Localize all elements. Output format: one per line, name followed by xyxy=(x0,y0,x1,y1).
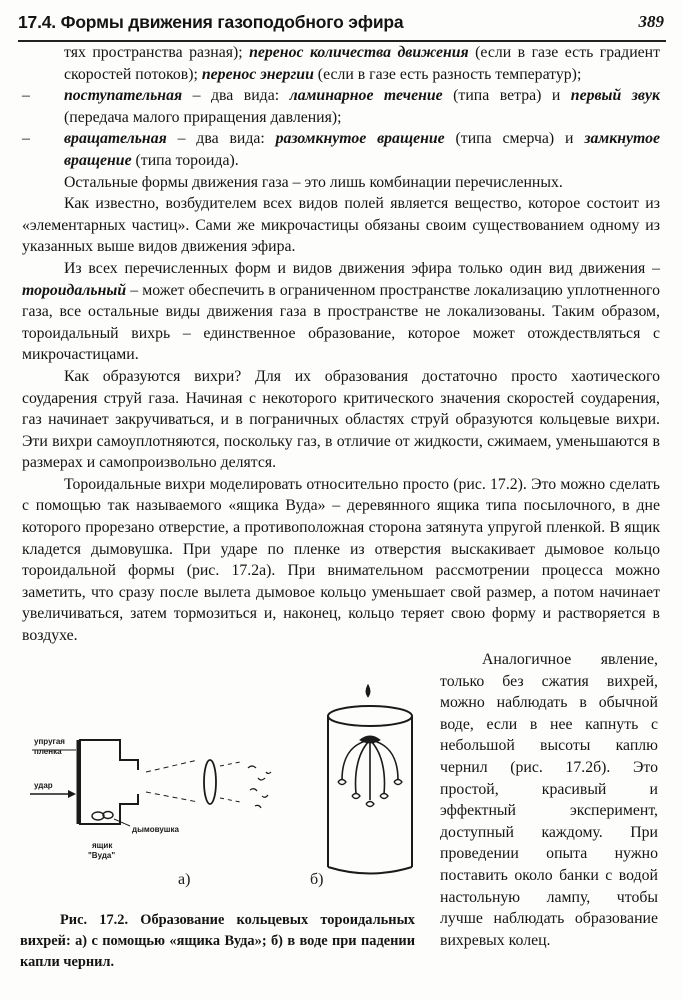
text-run: – может обеспечить в ограниченном пространстве локализацию уплотненного газа, все остальные виды движения газа в пространстве не локализованы. Таким образом, тороидальный вихрь – единственное образование, которое может отождествляться с микрочастицами. xyxy=(22,281,660,364)
paragraph-1: Остальные формы движения газа – это лишь комбинации перечисленных. xyxy=(64,173,563,191)
list-dash: – xyxy=(22,130,30,148)
ink-tendrils xyxy=(342,740,398,800)
smoke-ray xyxy=(146,760,198,772)
caption-text: Рис. 17.2. Образование кольцевых тороидальных вихрей: а) с помощью «ящика Вуда»; б) в воде при падении капли чернил. xyxy=(20,912,415,970)
figure-17-2 xyxy=(20,682,420,892)
text-run: тях пространства разная); xyxy=(64,44,250,61)
chapter-title: 17.4. Формы движения газоподобного эфира xyxy=(18,12,404,32)
smoke-ray xyxy=(220,762,240,766)
term-toroidal: тороидальный xyxy=(22,281,127,299)
list-item-translational xyxy=(22,85,660,128)
label-box-2: "Вуда" xyxy=(88,851,116,860)
term-laminar-flow: ламинарное течение xyxy=(289,87,443,105)
text-run: – два вида: xyxy=(182,87,290,105)
text-run: (типа ветра) и xyxy=(442,87,571,105)
strike-arrowhead xyxy=(68,790,76,798)
ink-drop xyxy=(367,686,370,696)
text-run: Из всех перечисленных форм и видов движения эфира только один вид движения – xyxy=(64,259,660,277)
text-run: (типа смерча) и xyxy=(444,130,585,148)
paragraph-3 xyxy=(22,258,660,366)
text-run: (передача малого приращения давления); xyxy=(64,108,342,126)
term-closed-rotation: замкнутое вращение xyxy=(64,130,660,169)
water-jar-diagram xyxy=(328,686,412,874)
jar-bottom xyxy=(328,867,412,874)
term-rotational: вращательная xyxy=(64,130,167,148)
term-translational: поступательная xyxy=(64,87,183,105)
smoke-bomb xyxy=(92,812,104,820)
label-smoke-bomb: дымовушка xyxy=(132,825,179,834)
side-column-text xyxy=(440,649,658,951)
list-item-rotational xyxy=(22,128,660,171)
subfigure-label-a: а) xyxy=(178,871,191,888)
figure-caption xyxy=(20,910,415,973)
text-run: (если в газе есть разность температур); xyxy=(313,65,582,83)
list-dash: – xyxy=(22,87,30,105)
page-header xyxy=(18,10,666,42)
figure-drawing xyxy=(20,682,420,892)
list-continuation xyxy=(22,42,660,85)
main-text xyxy=(22,42,660,647)
paragraph-6: Аналогичное явление, только без сжатия вихрей, можно наблюдать в обычной воде, если в нее капнуть с небольшой высоты каплю чернил (рис. 17.2б). Это простой, красивый и эффектный эксперимент, доступный каждому. При проведении опыта нужно поставить около банки с водой настольную лампу, чтобы лучше наблюдать образование вихревых колец. xyxy=(440,651,658,949)
text-run: – два вида: xyxy=(166,130,276,148)
dissolving-ring xyxy=(248,766,271,808)
smoke-ray xyxy=(146,792,198,802)
label-membrane-1: упругая xyxy=(34,737,65,746)
jar-rim xyxy=(328,706,412,726)
term-energy-transfer: перенос энергии xyxy=(201,65,314,83)
page-number: 389 xyxy=(638,12,664,31)
paragraph-2: Как известно, возбудителем всех видов полей является вещество, которое состоит из «элементарных частиц». Сами же микрочастицы обязаны своим существованием одному из указанных выше видов движения эфира. xyxy=(22,195,660,256)
paragraph-5: Тороидальные вихри моделировать относительно просто (рис. 17.2). Это можно сделать с помощью так называемого «ящика Вуда» – деревянного ящика типа посылочного, в дне которого прорезано отверстие, а противоположная сторона затянута упругой пленкой. В ящик кладется дымовушка. При ударе по пленке из отверстия выскакивает дымовое кольцо тороидальной формы (рис. 17.2а). При внимательном рассмотрении процесса можно заметить, что сразу после вылета дымовое кольцо уменьшает свой размер, а потом начинает увеличиваться, затем тормозиться и, наконец, кольцо теряет свою форму и растворяется в воздухе. xyxy=(22,475,660,645)
subfigure-label-b: б) xyxy=(310,871,324,888)
term-momentum-transfer: перенос количества движения xyxy=(249,44,469,61)
smoke-ray xyxy=(220,798,240,802)
wood-box-diagram xyxy=(30,740,271,826)
text-run: (если в газе есть градиент скоростей потоков); xyxy=(64,44,661,83)
label-membrane-2: пленка xyxy=(34,747,62,756)
vortex-ring xyxy=(204,760,216,804)
term-first-sound: первый звук xyxy=(570,87,660,105)
term-open-rotation: разомкнутое вращение xyxy=(275,130,445,148)
label-strike: удар xyxy=(34,781,53,790)
text-run: (типа тороида). xyxy=(131,151,239,169)
paragraph-4: Как образуются вихри? Для их образования достаточно просто хаотического соударения струй газа. Начиная с некоторого критического значения скоростей соударения, газ начинает закручиваться, и в пограничных областях струй образуются кольцевые вихри. Эти вихри самоуплотняются, поскольку газ, в отличие от жидкости, сжимаем, уменьшаются в размерах и самопроизвольно делятся. xyxy=(22,367,660,472)
ink-ring-top xyxy=(360,736,380,743)
label-box-1: ящик xyxy=(92,841,113,850)
